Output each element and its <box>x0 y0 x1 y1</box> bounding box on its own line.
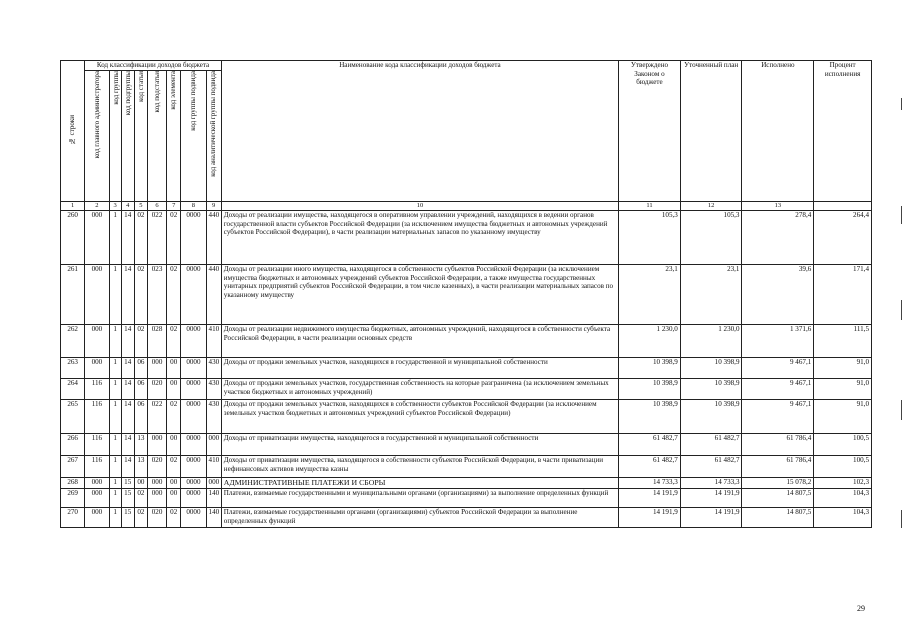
approved-cell: 10 398,9 <box>619 400 681 434</box>
code-cell: 14 <box>121 325 134 358</box>
code-cell: 1 <box>109 489 121 508</box>
code-cell: 0000 <box>181 379 206 400</box>
code-cell: 1 <box>109 211 121 265</box>
code-cell: 020 <box>147 379 166 400</box>
row-number-cell: 262 <box>61 325 85 358</box>
revised-cell: 1 230,0 <box>680 325 742 358</box>
column-number: 10 <box>221 202 618 211</box>
code-cell: 15 <box>121 478 134 489</box>
approved-cell: 14 191,9 <box>619 489 681 508</box>
table-row <box>61 489 872 508</box>
name-cell: Доходы от продажи земельных участков, находящихся в собственности субъектов Российской Федерации (за исключением земельных участков бюджетных и автономных учреждений субъектов Российской Федерации) <box>221 400 618 434</box>
percent-cell: 91,0 <box>814 379 872 400</box>
column-number: 11 <box>619 202 681 211</box>
name-cell: АДМИНИСТРАТИВНЫЕ ПЛАТЕЖИ И СБОРЫ <box>221 478 618 489</box>
table-row <box>61 325 872 358</box>
column-numbers-row <box>61 202 872 211</box>
row-number-cell: 266 <box>61 434 85 456</box>
executed-cell: 14 807,5 <box>742 508 814 528</box>
code-cell: 06 <box>134 400 147 434</box>
code-cell: 000 <box>206 434 221 456</box>
code-cell: 0000 <box>181 211 206 265</box>
name-cell: Платежи, взимаемые государственными и муниципальными органами (организациями) за выполнение определенных функций <box>221 489 618 508</box>
code-cell: 430 <box>206 400 221 434</box>
code-cell: 15 <box>121 508 134 528</box>
executed-cell: 1 371,6 <box>742 325 814 358</box>
code-cell: 410 <box>206 325 221 358</box>
header-article-code: код статьи <box>134 71 147 202</box>
margin-mark <box>901 300 902 320</box>
row-number-cell: 265 <box>61 400 85 434</box>
column-number: 3 <box>109 202 121 211</box>
name-cell: Доходы от приватизации имущества, находящегося в собственности субъектов Российской Федерации, в части приватизации нефинансовых активов имущества казны <box>221 456 618 478</box>
code-cell: 430 <box>206 358 221 379</box>
code-cell: 14 <box>121 358 134 379</box>
table-row <box>61 400 872 434</box>
code-cell: 1 <box>109 379 121 400</box>
header-classification-group: Код классификации доходов бюджета <box>85 61 222 71</box>
code-cell: 022 <box>147 400 166 434</box>
margin-mark <box>901 400 902 420</box>
table-row <box>61 379 872 400</box>
row-number-cell: 269 <box>61 489 85 508</box>
code-cell: 000 <box>85 508 109 528</box>
code-cell: 02 <box>134 489 147 508</box>
row-number-cell: 270 <box>61 508 85 528</box>
code-cell: 116 <box>85 379 109 400</box>
row-number-cell: 264 <box>61 379 85 400</box>
code-cell: 14 <box>121 211 134 265</box>
code-cell: 02 <box>167 265 181 325</box>
revised-cell: 14 733,3 <box>680 478 742 489</box>
code-cell: 0000 <box>181 400 206 434</box>
table-body <box>61 211 872 528</box>
executed-cell: 9 467,1 <box>742 379 814 400</box>
name-cell: Доходы от реализации недвижимого имущества бюджетных, автономных учреждений, находящегося в собственности субъекта Российской Федерации, в части реализации основных средств <box>221 325 618 358</box>
name-cell: Доходы от продажи земельных участков, находящихся в государственной и муниципальной собственности <box>221 358 618 379</box>
name-cell: Доходы от приватизации имущества, находящегося в государственной и муниципальной собственности <box>221 434 618 456</box>
percent-cell: 91,0 <box>814 358 872 379</box>
code-cell: 1 <box>109 265 121 325</box>
revised-cell: 23,1 <box>680 265 742 325</box>
code-cell: 000 <box>85 478 109 489</box>
code-cell: 02 <box>167 211 181 265</box>
code-cell: 1 <box>109 456 121 478</box>
header-executed: Исполнено <box>742 61 814 202</box>
code-cell: 000 <box>85 211 109 265</box>
header-percent: Процент исполнения <box>814 61 872 202</box>
percent-cell: 91,0 <box>814 400 872 434</box>
revised-cell: 10 398,9 <box>680 400 742 434</box>
executed-cell: 61 786,4 <box>742 434 814 456</box>
code-cell: 116 <box>85 456 109 478</box>
code-cell: 430 <box>206 379 221 400</box>
code-cell: 1 <box>109 478 121 489</box>
executed-cell: 9 467,1 <box>742 358 814 379</box>
approved-cell: 105,3 <box>619 211 681 265</box>
row-number-cell: 263 <box>61 358 85 379</box>
column-number: 4 <box>121 202 134 211</box>
code-cell: 140 <box>206 489 221 508</box>
executed-cell: 39,6 <box>742 265 814 325</box>
code-cell: 14 <box>121 379 134 400</box>
code-cell: 14 <box>121 434 134 456</box>
code-cell: 00 <box>167 478 181 489</box>
approved-cell: 61 482,7 <box>619 434 681 456</box>
code-cell: 02 <box>134 211 147 265</box>
percent-cell: 104,3 <box>814 489 872 508</box>
code-cell: 00 <box>134 478 147 489</box>
column-number: 8 <box>181 202 206 211</box>
approved-cell: 23,1 <box>619 265 681 325</box>
revised-cell: 10 398,9 <box>680 379 742 400</box>
header-analytic-group-code: код аналитической группы подвида <box>206 71 221 202</box>
column-number: 1 <box>61 202 85 211</box>
table-row <box>61 358 872 379</box>
code-cell: 020 <box>147 456 166 478</box>
table-row <box>61 478 872 489</box>
code-cell: 116 <box>85 400 109 434</box>
approved-cell: 10 398,9 <box>619 379 681 400</box>
margin-mark <box>901 510 902 528</box>
approved-cell: 14 733,3 <box>619 478 681 489</box>
percent-cell: 102,3 <box>814 478 872 489</box>
header-subarticle-code: код подстатьи <box>147 71 166 202</box>
executed-cell: 9 467,1 <box>742 400 814 434</box>
code-cell: 02 <box>167 325 181 358</box>
percent-cell: 104,3 <box>814 508 872 528</box>
revised-cell: 14 191,9 <box>680 508 742 528</box>
row-number-cell: 261 <box>61 265 85 325</box>
header-approved: Утверждено Законом о бюджете <box>619 61 681 202</box>
table-row <box>61 508 872 528</box>
code-cell: 1 <box>109 358 121 379</box>
code-cell: 00 <box>167 379 181 400</box>
code-cell: 15 <box>121 489 134 508</box>
header-subtype-group-code: код группы подвида <box>181 71 206 202</box>
executed-cell: 14 807,5 <box>742 489 814 508</box>
code-cell: 028 <box>147 325 166 358</box>
code-cell: 000 <box>147 478 166 489</box>
budget-revenue-table <box>60 60 872 528</box>
table-row <box>61 265 872 325</box>
executed-cell: 278,4 <box>742 211 814 265</box>
code-cell: 1 <box>109 325 121 358</box>
code-cell: 023 <box>147 265 166 325</box>
percent-cell: 264,4 <box>814 211 872 265</box>
code-cell: 02 <box>167 456 181 478</box>
code-cell: 13 <box>134 434 147 456</box>
header-name: Наименование кода классификации доходов бюджета <box>221 61 618 202</box>
header-row-number: № строки <box>61 61 85 202</box>
percent-cell: 111,5 <box>814 325 872 358</box>
code-cell: 0000 <box>181 358 206 379</box>
margin-mark <box>901 206 902 224</box>
code-cell: 440 <box>206 211 221 265</box>
code-cell: 00 <box>167 489 181 508</box>
row-number-cell: 268 <box>61 478 85 489</box>
revised-cell: 61 482,7 <box>680 434 742 456</box>
code-cell: 000 <box>147 434 166 456</box>
code-cell: 000 <box>85 358 109 379</box>
code-cell: 0000 <box>181 434 206 456</box>
code-cell: 000 <box>147 358 166 379</box>
revised-cell: 10 398,9 <box>680 358 742 379</box>
code-cell: 02 <box>134 508 147 528</box>
column-number: 13 <box>742 202 814 211</box>
name-cell: Доходы от продажи земельных участков, государственная собственность на которые разграничена (за исключением земельных участков бюджетных и автономных учреждений) <box>221 379 618 400</box>
code-cell: 14 <box>121 265 134 325</box>
code-cell: 06 <box>134 379 147 400</box>
column-number <box>814 202 872 211</box>
header-revised: Уточненный план <box>680 61 742 202</box>
code-cell: 02 <box>167 400 181 434</box>
column-number: 7 <box>167 202 181 211</box>
code-cell: 14 <box>121 456 134 478</box>
code-cell: 13 <box>134 456 147 478</box>
column-number: 6 <box>147 202 166 211</box>
code-cell: 06 <box>134 358 147 379</box>
revised-cell: 61 482,7 <box>680 456 742 478</box>
code-cell: 0000 <box>181 489 206 508</box>
row-number-cell: 260 <box>61 211 85 265</box>
name-cell: Платежи, взимаемые государственными органами (организациями) субъектов Российской Федерации за выполнение определенных функций <box>221 508 618 528</box>
code-cell: 0000 <box>181 508 206 528</box>
code-cell: 1 <box>109 400 121 434</box>
code-cell: 410 <box>206 456 221 478</box>
approved-cell: 1 230,0 <box>619 325 681 358</box>
table-row <box>61 456 872 478</box>
table-row <box>61 211 872 265</box>
code-cell: 000 <box>147 489 166 508</box>
code-cell: 14 <box>121 400 134 434</box>
code-cell: 0000 <box>181 456 206 478</box>
code-cell: 00 <box>167 434 181 456</box>
code-cell: 0000 <box>181 265 206 325</box>
code-cell: 022 <box>147 211 166 265</box>
approved-cell: 61 482,7 <box>619 456 681 478</box>
approved-cell: 14 191,9 <box>619 508 681 528</box>
row-number-cell: 267 <box>61 456 85 478</box>
code-cell: 116 <box>85 434 109 456</box>
code-cell: 0000 <box>181 325 206 358</box>
code-cell: 02 <box>134 325 147 358</box>
code-cell: 000 <box>206 478 221 489</box>
code-cell: 440 <box>206 265 221 325</box>
code-cell: 020 <box>147 508 166 528</box>
executed-cell: 15 078,2 <box>742 478 814 489</box>
column-number: 9 <box>206 202 221 211</box>
code-cell: 000 <box>85 325 109 358</box>
column-number: 2 <box>85 202 109 211</box>
column-number: 5 <box>134 202 147 211</box>
margin-mark <box>901 98 902 110</box>
header-group-code: код группы <box>109 71 121 202</box>
header-subgroup-code: код подгруппы <box>121 71 134 202</box>
percent-cell: 171,4 <box>814 265 872 325</box>
code-cell: 02 <box>167 508 181 528</box>
code-cell: 1 <box>109 434 121 456</box>
name-cell: Доходы от реализации иного имущества, находящегося в собственности субъектов Российской Федерации (за исключением имущества бюджетных и автономных учреждений субъектов Российской Федерации, а также имущества государственных унитарных предприятий субъектов Российской Федерации, в том числе казенных), в части реализации материальных запасов по указанному имуществу <box>221 265 618 325</box>
table-row <box>61 434 872 456</box>
revised-cell: 14 191,9 <box>680 489 742 508</box>
code-cell: 00 <box>167 358 181 379</box>
executed-cell: 61 786,4 <box>742 456 814 478</box>
code-cell: 1 <box>109 508 121 528</box>
page-number: 29 <box>857 604 865 613</box>
percent-cell: 100,5 <box>814 456 872 478</box>
name-cell: Доходы от реализации имущества, находящегося в оперативном управлении учреждений, находящихся в ведении органов государственной власти субъектов Российской Федерации (за исключением имущества бюджетных и автономных учреждений субъектов Российской Федерации), в части реализации материальных запасов по указанному имуществу <box>221 211 618 265</box>
code-cell: 140 <box>206 508 221 528</box>
code-cell: 0000 <box>181 478 206 489</box>
percent-cell: 100,5 <box>814 434 872 456</box>
header-element-code: код элемента <box>167 71 181 202</box>
revised-cell: 105,3 <box>680 211 742 265</box>
code-cell: 000 <box>85 265 109 325</box>
code-cell: 000 <box>85 489 109 508</box>
header-admin-code: код главного администратора <box>85 71 109 202</box>
approved-cell: 10 398,9 <box>619 358 681 379</box>
code-cell: 02 <box>134 265 147 325</box>
column-number: 12 <box>680 202 742 211</box>
